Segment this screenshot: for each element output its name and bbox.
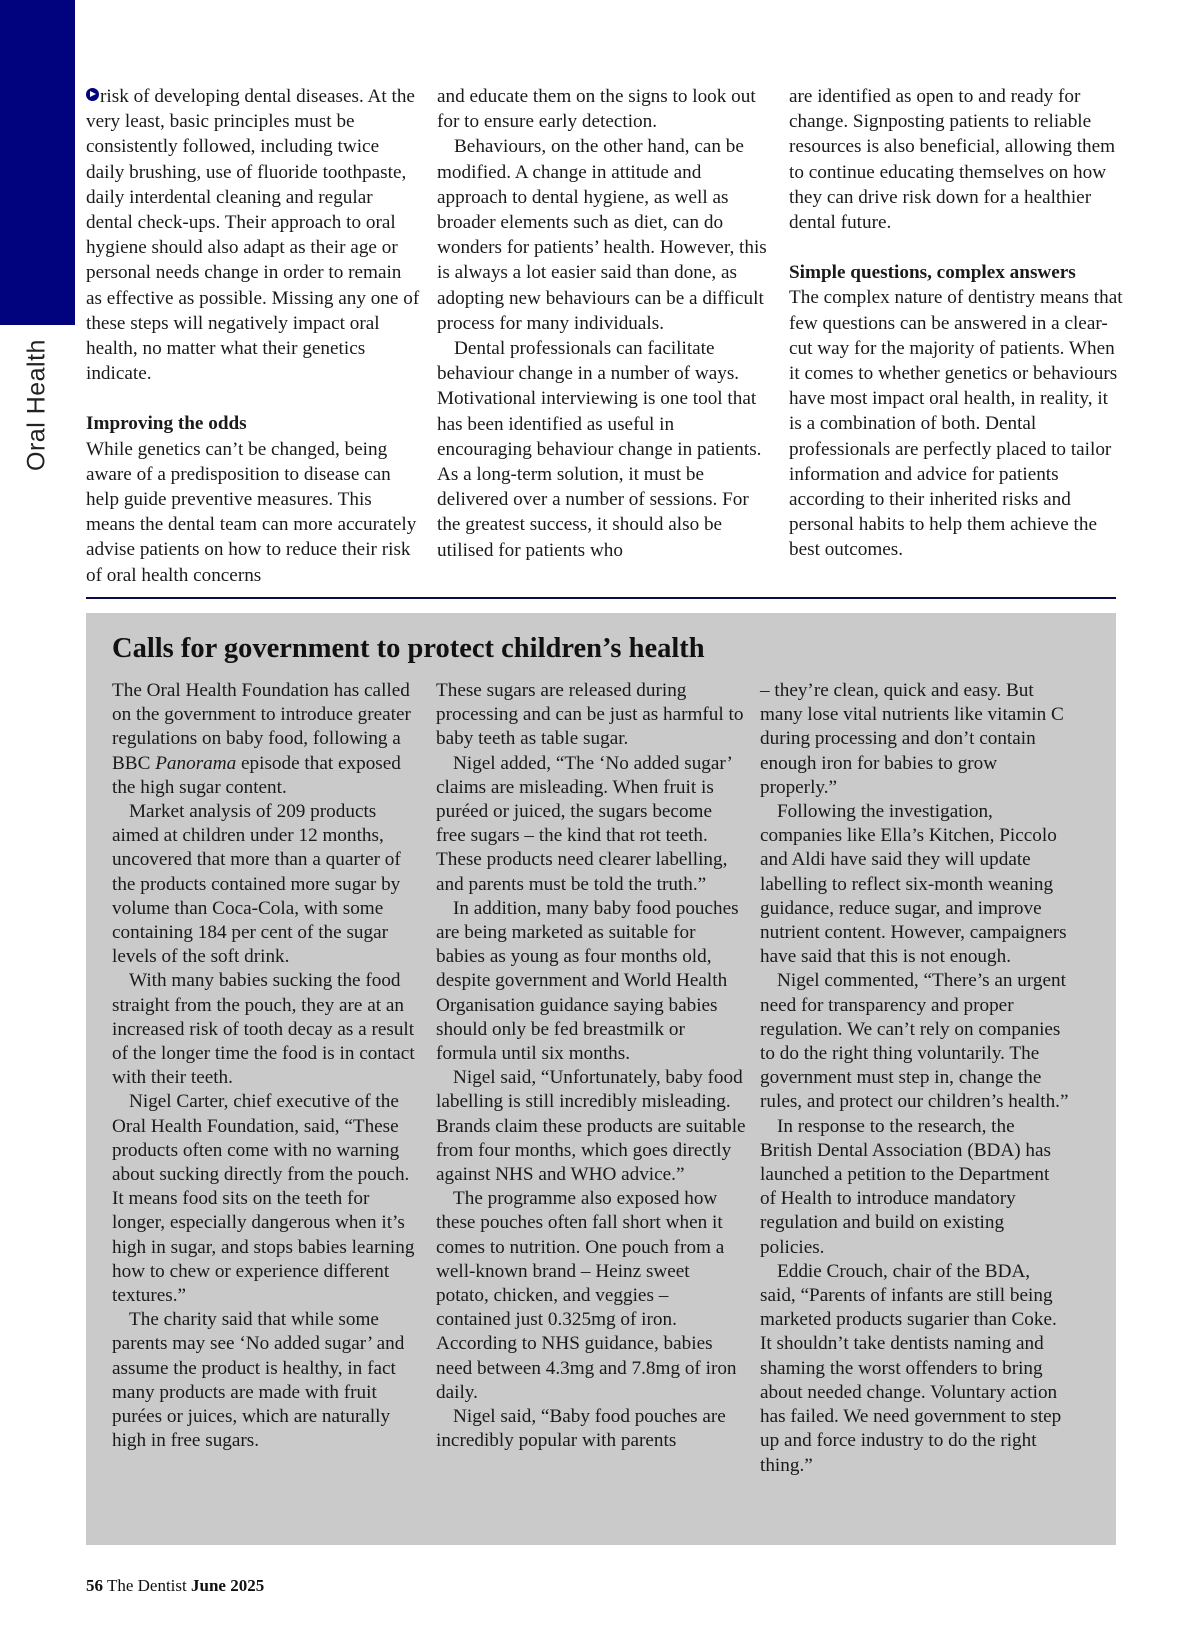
arrow-right-circle-icon <box>86 88 99 101</box>
page-footer <box>86 1576 264 1596</box>
boxout-col2-paragraph-5: The programme also exposed how these pouches often fall short when it comes to nutrition. One pouch from a well-known brand – Heinz sweet potato, chicken, and veggies – contained just 0.325mg of iron. According to NHS guidance, babies need between 4.3mg and 7.8mg of iron daily. <box>436 1188 737 1403</box>
top-column-1 <box>86 84 421 588</box>
subheading-simple-questions: Simple questions, complex answers <box>789 262 1076 284</box>
boxout-title: Calls for government to protect children’s health <box>112 633 705 664</box>
boxout-col2-paragraph-1: These sugars are released during processing and can be just as harmful to baby teeth as table sugar. <box>436 680 744 750</box>
boxout-column-3 <box>760 679 1070 1478</box>
boxout-col3-paragraph-2: Following the investigation, companies like Ella’s Kitchen, Piccolo and Aldi have said they will update labelling to reflect six-month weaning guidance, reduce sugar, and improve nutrient content. However, campaigners have said that this is not enough. <box>760 801 1067 968</box>
issue-date: June 2025 <box>191 1576 265 1595</box>
boxout-col2-paragraph-6: Nigel said, “Baby food pouches are incredibly popular with parents <box>436 1406 726 1452</box>
boxout-col1-paragraph-4: Nigel Carter, chief executive of the Oral Health Foundation, said, “These products often come with no warning about sucking directly from the pouch. It means food sits on the teeth for longer, especially dangerous when it’s high in sugar, and stops babies learning how to chew or experience different textures.” <box>112 1091 415 1307</box>
boxout-col3-paragraph-5: Eddie Crouch, chair of the BDA, said, “Parents of infants are still being marketed products sugarier than Coke. It shouldn’t take dentists naming and shaming the worst offenders to bring about needed change. Voluntary action has failed. We need government to step up and force industry to do the right thing.” <box>760 1260 1062 1476</box>
boxout-column-1 <box>112 679 422 1454</box>
boxout-col1-paragraph-5: The charity said that while some parents may see ‘No added sugar’ and assume the product is healthy, in fact many products are made with fruit purées or juices, which are naturally high in free sugars. <box>112 1309 405 1452</box>
top-col3-paragraph-1: are identified as open to and ready for change. Signposting patients to reliable resources is also beneficial, allowing them to continue educating themselves on how they can drive risk down for a healthier dental future. <box>789 86 1116 234</box>
section-divider <box>86 597 1116 599</box>
boxout-col1-p1-text-b: episode that exposed the high sugar content. <box>112 752 401 798</box>
accent-side-bar <box>0 0 75 325</box>
boxout-col2-paragraph-2: Nigel added, “The ‘No added sugar’ claims are misleading. When fruit is puréed or juiced, the sugars become free sugars – the kind that rot teeth. These products need clearer labelling, and parents must be told the truth.” <box>436 752 732 895</box>
page-number: 56 <box>86 1576 103 1595</box>
top-col2-paragraph-2: Behaviours, on the other hand, can be modified. A change in attitude and approach to dental hygiene, as well as broader elements such as diet, can do wonders for patients’ health. However, this is always a lot easier said than done, as adopting new behaviours can be a difficult process for many individuals. <box>437 136 767 334</box>
boxout-col1-paragraph-2: Market analysis of 209 products aimed at children under 12 months, uncovered that more than a quarter of the products contained more sugar by volume than Coca-Cola, with some containing 184 per cent of the sugar levels of the soft drink. <box>112 801 401 968</box>
programme-name: Panorama <box>155 752 237 774</box>
boxout-col1-paragraph-3: With many babies sucking the food straight from the pouch, they are at an increased risk of tooth decay as a result of the longer time the food is in contact with their teeth. <box>112 970 415 1089</box>
boxout-col1-p1-text-a: The Oral Health Foundation has called on the government to introduce greater regulations on baby food, following a BBC <box>112 680 411 774</box>
top-col1-paragraph-1 <box>86 84 421 386</box>
publication-name: The Dentist <box>106 1576 187 1595</box>
subheading-improving-the-odds: Improving the odds <box>86 413 247 435</box>
top-col1-paragraph-2: While genetics can’t be changed, being aware of a predisposition to disease can help guide preventive measures. This means the dental team can more accurately advise patients on how to reduce their risk of oral health concerns <box>86 438 417 586</box>
boxout-col2-paragraph-4: Nigel said, “Unfortunately, baby food labelling is still incredibly misleading. Brands claim these products are suitable from four months, which goes directly against NHS and WHO advice.” <box>436 1067 746 1186</box>
boxout-col3-paragraph-1: – they’re clean, quick and easy. But many lose vital nutrients like vitamin C during processing and don’t contain enough iron for babies to grow properly.” <box>760 680 1064 798</box>
news-boxout <box>86 613 1116 1545</box>
boxout-col3-paragraph-4: In response to the research, the British Dental Association (BDA) has launched a petition to the Department of Health to introduce mandatory regulation and build on existing policies. <box>760 1115 1051 1258</box>
boxout-col2-paragraph-3: In addition, many baby food pouches are being marketed as suitable for babies as young as four months old, despite government and World Health Organisation guidance saying babies should only be fed breastmilk or formula until six months. <box>436 897 739 1065</box>
boxout-col3-paragraph-3: Nigel commented, “There’s an urgent need for transparency and proper regulation. We can’t rely on companies to do the right thing voluntarily. The government must step in, change the rules, and protect our children’s health.” <box>760 970 1069 1113</box>
boxout-column-2 <box>436 679 746 1454</box>
boxout-col1-paragraph-1 <box>112 679 422 800</box>
top-col3-paragraph-2: The complex nature of dentistry means that few questions can be answered in a clear-cut way for the majority of patients. When it comes to whether genetics or behaviours have most impact oral health, in reality, it is a combination of both. Dental professionals are perfectly placed to tailor information and advice for patients according to their inherited risks and personal habits to help them achieve the best outcomes. <box>789 287 1123 561</box>
top-column-3 <box>789 84 1124 563</box>
section-label: Oral Health <box>22 339 51 471</box>
top-col2-paragraph-3: Dental professionals can facilitate behaviour change in a number of ways. Motivational interviewing is one tool that has been identified as useful in encouraging behaviour change in patients. As a long-term solution, it must be delivered over a number of sessions. For the greatest success, it should also be utilised for patients who <box>437 338 762 561</box>
top-col2-paragraph-1: and educate them on the signs to look out for to ensure early detection. <box>437 86 756 133</box>
top-column-2 <box>437 84 772 563</box>
top-col1-p1-text: risk of developing dental diseases. At the very least, basic principles must be consistently followed, including twice daily brushing, use of fluoride toothpaste, daily interdental cleaning and regular dental check-ups. Their approach to oral hygiene should also adapt as their age or personal needs change in order to remain as effective as possible. Missing any one of these steps will negatively impact oral health, no matter what their genetics indicate. <box>86 86 420 385</box>
